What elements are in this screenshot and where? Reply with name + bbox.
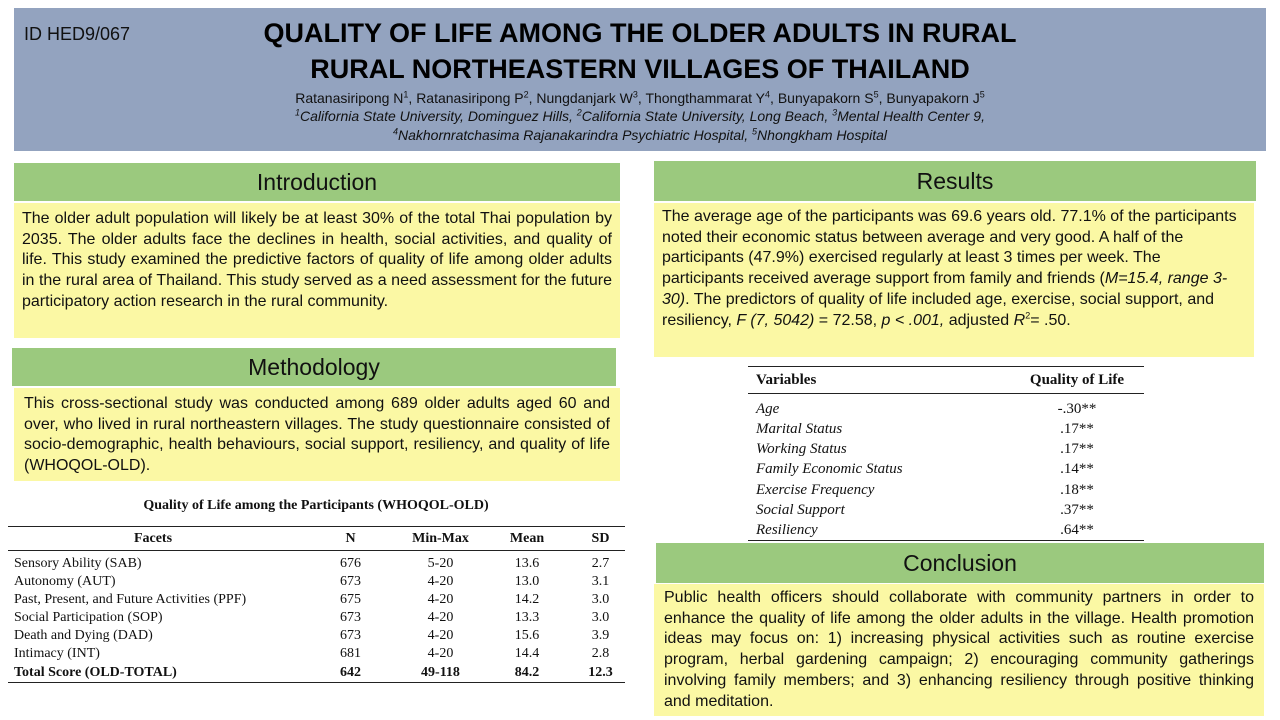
poster-header bbox=[14, 8, 1266, 151]
table-row: Social Support .37** bbox=[756, 501, 1094, 518]
column-header: Facets bbox=[8, 527, 298, 551]
column-header: N bbox=[298, 527, 403, 551]
author: Ratanasiripong $P^2$ bbox=[416, 89, 529, 106]
table-total-row: Total Score (OLD-TOTAL) 642 49-118 84.2 12.3 bbox=[8, 663, 625, 683]
table-row: Death and Dying (DAD) 673 4-20 15.6 3.9 bbox=[14, 628, 610, 644]
title-line-2: RURAL NORTHEASTERN VILLAGES OF THAILAND bbox=[310, 54, 970, 84]
conclusion-text: Public health officers should collaborate with community partners in order to enhance the quality of life among the older adults in the village. Health promotion ideas may focus on: 1) increasing physical activities such as routine exercise program, herbal gardening campaign; 2) encouraging community gatherings involving family members; and 3) enhancing resiliency through positive thinking and meditation. bbox=[654, 584, 1264, 716]
column-header: Mean bbox=[478, 527, 576, 551]
table-row: Autonomy (AUT) 673 4-20 13.0 3.1 bbox=[14, 573, 610, 589]
column-header: SD bbox=[576, 527, 625, 551]
methodology-text: This cross-sectional study was conducted among 689 older adults aged 60 and over, who lived in rural northeastern villages. The study questionnaire consisted of socio-demographic, health behaviours, social support, resiliency, and quality of life (WHOQOL-OLD). bbox=[14, 388, 620, 481]
title-line-1: QUALITY OF LIFE AMONG THE OLDER ADULTS IN RURAL bbox=[263, 18, 1017, 48]
poster-id: ID HED9/067 bbox=[24, 24, 131, 44]
conclusion-heading: Conclusion bbox=[656, 543, 1264, 583]
table-row: Social Participation (SOP) 673 4-20 13.3 3.0 bbox=[14, 609, 610, 625]
regression-table bbox=[748, 366, 1144, 541]
table-row: Age -.30** bbox=[756, 401, 1097, 418]
poster-title bbox=[134, 15, 1146, 87]
author: Thongthammarat $Y^4$ bbox=[645, 89, 771, 106]
table-header-row bbox=[8, 527, 625, 551]
whoqol-table bbox=[8, 526, 625, 683]
author: Bunyapakorn $J^5$ bbox=[886, 89, 985, 106]
methodology-heading: Methodology bbox=[12, 348, 616, 386]
column-header: Quality of Life bbox=[1010, 367, 1144, 394]
author: Bunyapakorn $S^5$ bbox=[777, 89, 879, 106]
column-header: Min-Max bbox=[403, 527, 478, 551]
introduction-heading: Introduction bbox=[14, 163, 620, 201]
table-row: Exercise Frequency .18** bbox=[756, 481, 1094, 498]
table-row: Past, Present, and Future Activities (PPF) 675 4-20 14.2 3.0 bbox=[14, 591, 610, 607]
results-text: The average age of the participants was 69.6 years old. 77.1% of the participants noted their economic status between average and very good. A half of the participants (47.9%) exercised regularly at least 3 times per week. The participants received average support from family and friends (M=15.4, range 3-30). The predictors of quality of life included age, exercise, social support, and resiliency, F (7, 5042) = 72.58, p < .001, adjusted $R^2= .50$. bbox=[654, 203, 1254, 357]
author-list: Ratanasiripong $N^1$, Ratanasiripong $P^2$, Nungdanjark $W^3$, Thongthammarat $Y^4$, Bunyapakorn $S^5$, Bunyapakorn $J^5$ bbox=[295, 89, 985, 106]
table-row: Resiliency .64** bbox=[748, 520, 1144, 540]
column-header: Variables bbox=[748, 367, 1010, 394]
affiliation-line-1: $^1$California State University, Dominguez Hills, $^2$California State University, Long Beach, $^3$Mental Health Center 9, bbox=[295, 107, 985, 124]
results-heading: Results bbox=[654, 161, 1256, 201]
table-row: Marital Status .17** bbox=[756, 421, 1094, 438]
table-row: Working Status .17** bbox=[756, 441, 1094, 458]
affiliations bbox=[114, 107, 1166, 145]
affiliation-line-2: $^4$Nakhornratchasima Rajanakarindra Psychiatric Hospital, $^5$Nhongkham Hospital bbox=[392, 126, 888, 143]
table-row: Sensory Ability (SAB) 676 5-20 13.6 2.7 bbox=[14, 556, 610, 571]
table-header-row bbox=[748, 367, 1144, 394]
whoqol-table-title: Quality of Life among the Participants (WHOQOL-OLD) bbox=[143, 498, 489, 513]
introduction-text: The older adult population will likely be at least 30% of the total Thai population by 2035. The older adults face the declines in health, social activities, and quality of life. This study examined the predictive factors of quality of life among older adults in the rural area of Thailand. This study served as a need assessment for the future participatory action research in the rural community. bbox=[14, 203, 620, 338]
author: Ratanasiripong $N^1$ bbox=[295, 89, 409, 106]
table-row: Family Economic Status .14** bbox=[756, 461, 1094, 478]
table-row: Intimacy (INT) 681 4-20 14.4 2.8 bbox=[14, 646, 610, 662]
author: Nungdanjark $W^3$ bbox=[536, 89, 638, 106]
